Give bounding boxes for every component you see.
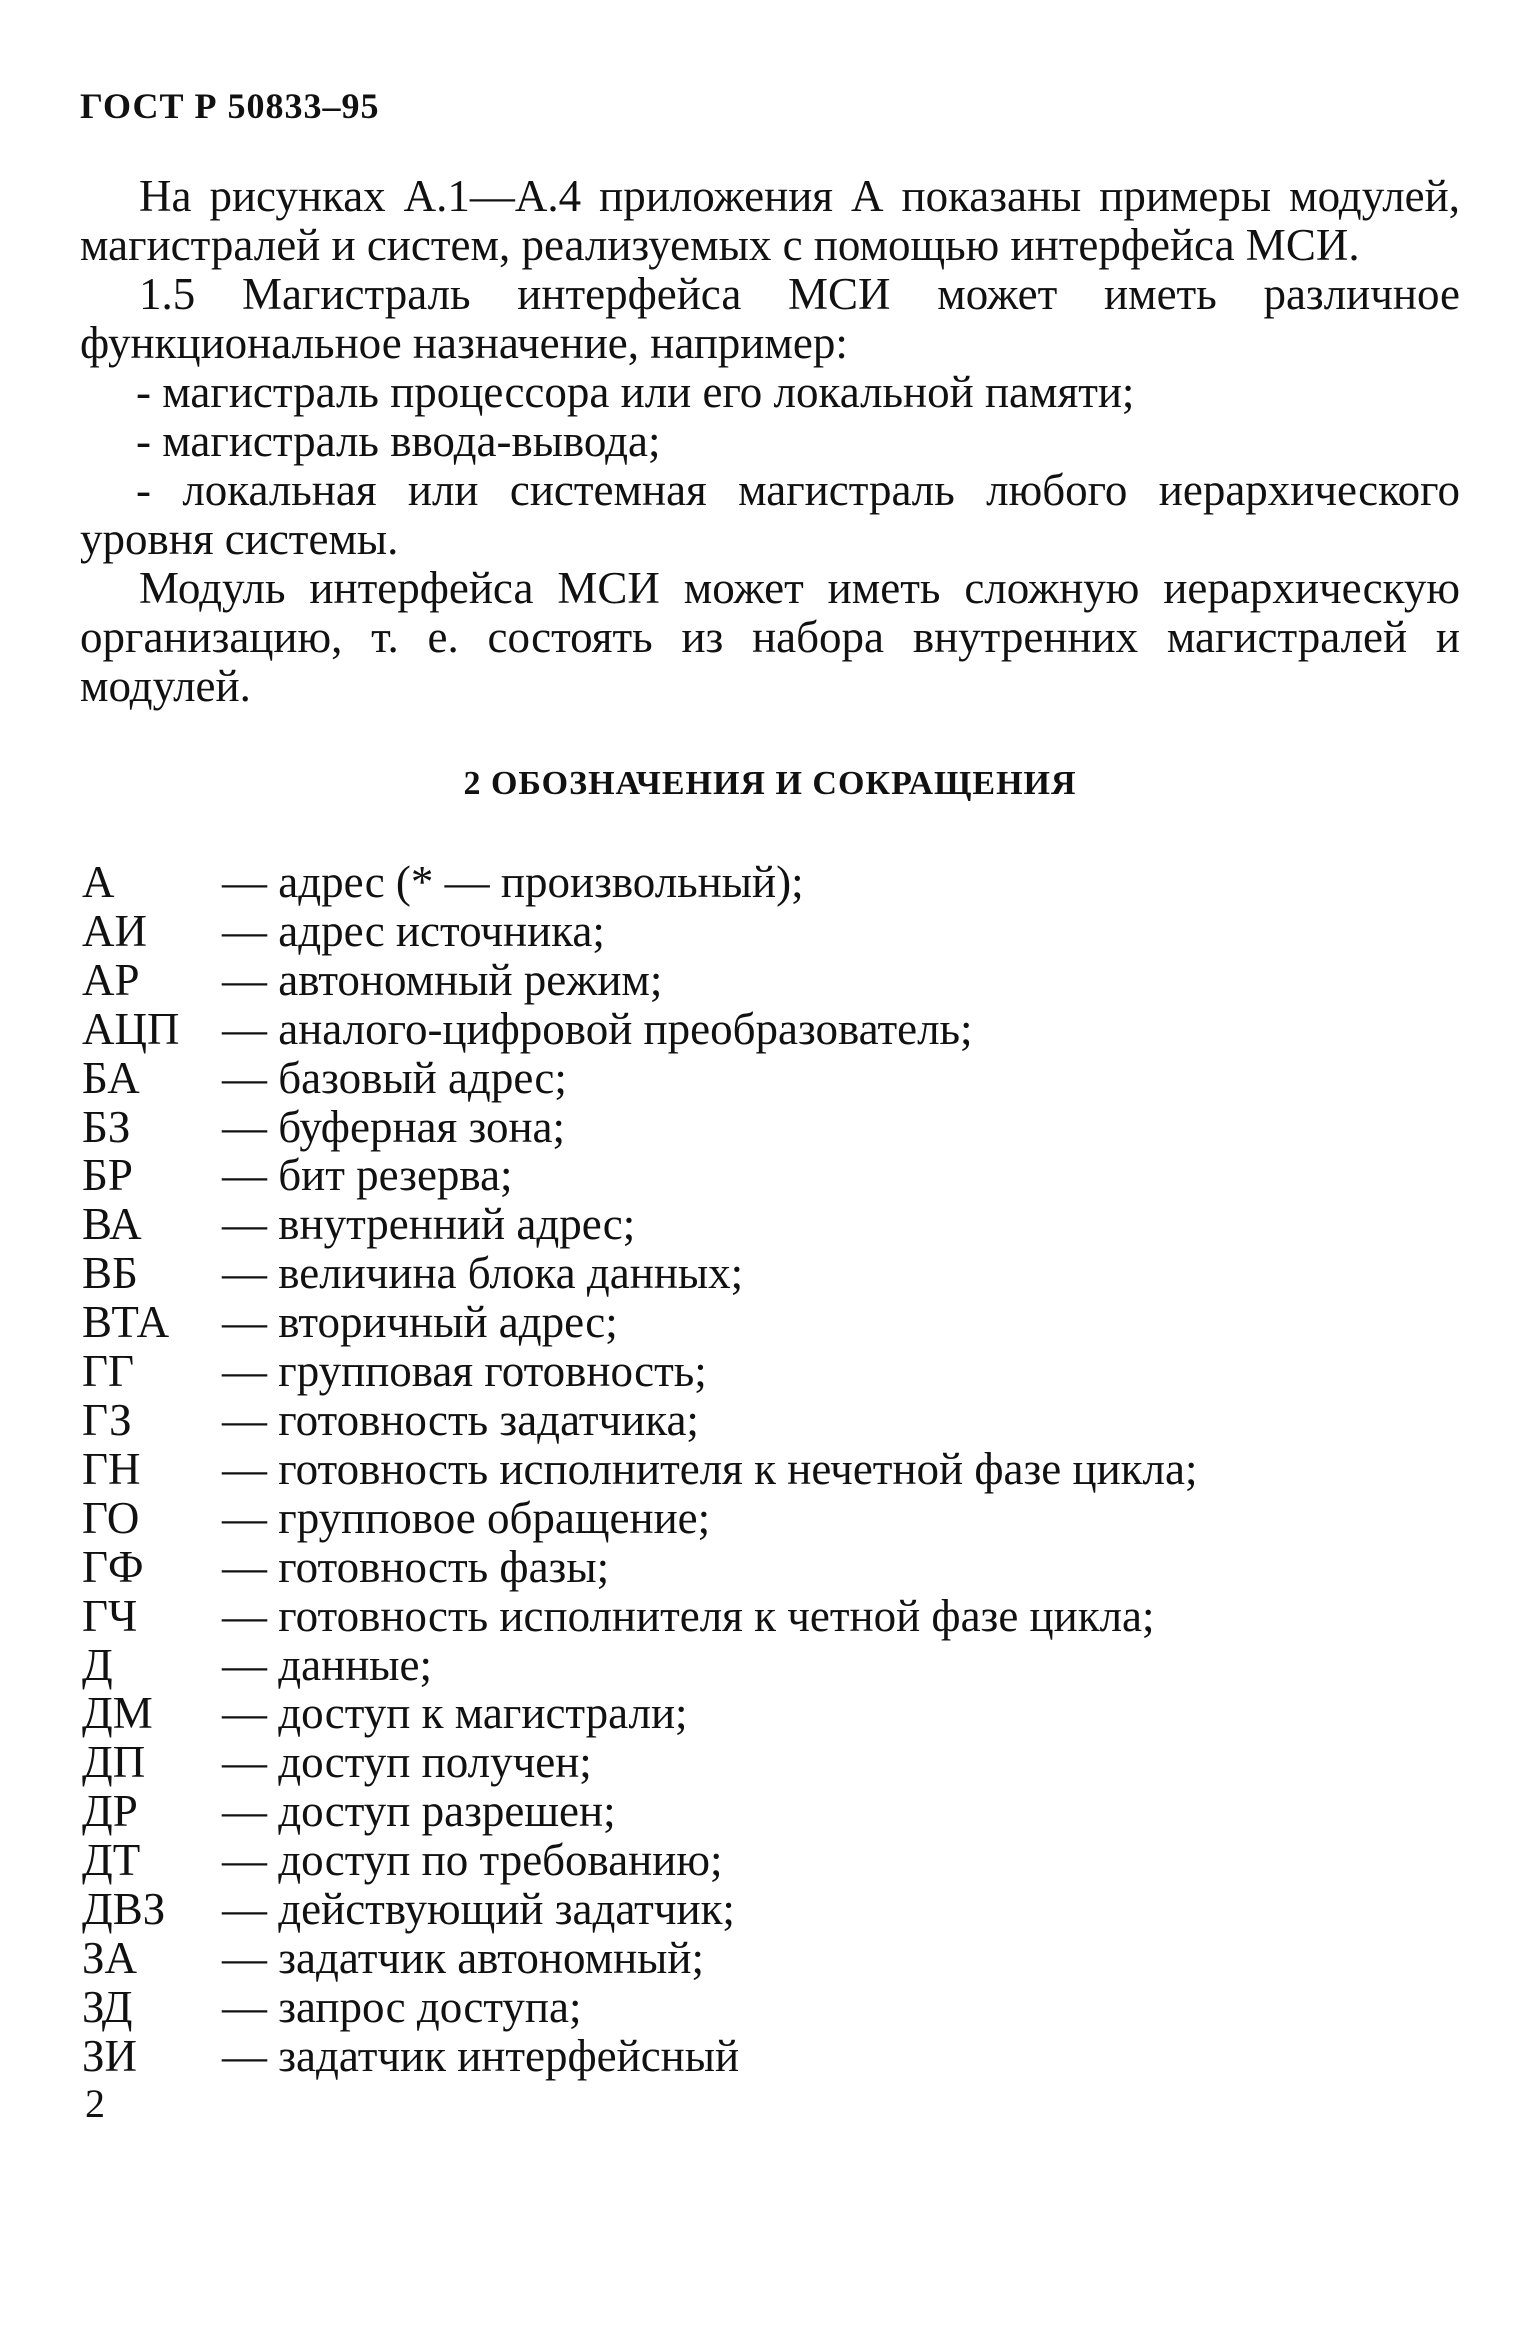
abbreviation-row — [82, 1151, 1197, 1200]
abbreviation-code: ГЧ — [82, 1590, 138, 1641]
abbreviation-code: ДВЗ — [82, 1884, 166, 1935]
abbreviation-row — [82, 1396, 1197, 1445]
body-text — [80, 172, 1460, 711]
list-item: - магистраль процессора или его локальной памяти; — [136, 367, 1135, 417]
abbreviation-row — [82, 1445, 1197, 1494]
abbreviation-definition: — доступ по требованию; — [222, 1835, 723, 1886]
abbreviation-definition: — буферная зона; — [222, 1101, 566, 1152]
abbreviation-definition: — величина блока данных; — [222, 1248, 744, 1299]
abbreviation-row — [82, 2032, 1197, 2081]
abbreviation-row — [82, 1592, 1197, 1641]
abbreviation-definition: — готовность задатчика; — [222, 1394, 699, 1445]
abbreviation-code: ЗИ — [82, 2030, 138, 2081]
paragraph: Модуль интерфейса МСИ может иметь сложную иерархическую организацию, т. е. состоять из набора внутренних магистралей и модулей. — [80, 563, 1460, 711]
abbreviation-code: ГФ — [82, 1541, 144, 1592]
abbreviation-definition: — групповая готовность; — [222, 1346, 707, 1397]
abbreviation-code: ДП — [82, 1737, 146, 1788]
paragraph: 1.5 Магистраль интерфейса МСИ может иметь различное функциональное назначение, например: — [80, 269, 1460, 368]
abbreviation-row — [82, 1103, 1197, 1152]
abbreviation-definition: — доступ разрешен; — [222, 1786, 616, 1837]
abbreviation-row — [82, 1543, 1197, 1592]
abbreviation-code: ВТА — [82, 1297, 170, 1348]
abbreviation-code: ВА — [82, 1199, 142, 1250]
abbreviation-row — [82, 1249, 1197, 1298]
abbreviation-definition: — задатчик интерфейсный — [222, 2030, 740, 2081]
abbreviation-code: ГГ — [82, 1346, 135, 1397]
abbreviation-row — [82, 1054, 1197, 1103]
abbreviation-code: Д — [82, 1639, 113, 1690]
abbreviation-definition: — действующий задатчик; — [222, 1884, 735, 1935]
abbreviation-row — [82, 1347, 1197, 1396]
abbreviation-code: ВБ — [82, 1248, 138, 1299]
abbreviation-code: АИ — [82, 905, 147, 956]
abbreviation-definition: — адрес источника; — [222, 905, 605, 956]
abbreviation-code: БА — [82, 1052, 140, 1103]
abbreviation-code: ГО — [82, 1492, 140, 1543]
list-item: - магистраль ввода-вывода; — [136, 416, 661, 466]
abbreviation-definition: — автономный режим; — [222, 954, 663, 1005]
abbreviation-definition: — аналого-цифровой преобразователь; — [222, 1003, 973, 1054]
abbreviation-code: БЗ — [82, 1101, 131, 1152]
abbreviation-row — [82, 1885, 1197, 1934]
abbreviation-row — [82, 1836, 1197, 1885]
abbreviation-definition: — доступ к магистрали; — [222, 1688, 688, 1739]
document-header: ГОСТ Р 50833–95 — [80, 86, 380, 126]
abbreviation-definition: — базовый адрес; — [222, 1052, 567, 1103]
abbreviation-code: ЗД — [82, 1981, 133, 2032]
abbreviation-row — [82, 1983, 1197, 2032]
abbreviation-row — [82, 1689, 1197, 1738]
abbreviation-definition: — запрос доступа; — [222, 1981, 582, 2032]
section-title: 2 ОБОЗНАЧЕНИЯ И СОКРАЩЕНИЯ — [463, 765, 1077, 802]
abbreviation-definition: — задатчик автономный; — [222, 1932, 704, 1983]
list-item: - локальная или системная магистраль любого иерархического уровня системы. — [80, 465, 1460, 564]
abbreviation-code: БР — [82, 1150, 133, 1201]
abbreviation-definition: — доступ получен; — [222, 1737, 592, 1788]
abbreviation-row — [82, 1787, 1197, 1836]
abbreviation-definition: — готовность фазы; — [222, 1541, 610, 1592]
abbreviation-row — [82, 1494, 1197, 1543]
abbreviation-definition: — готовность исполнителя к нечетной фазе цикла; — [222, 1443, 1198, 1494]
abbreviation-definition: — адрес (* — произвольный); — [222, 857, 804, 907]
abbreviation-row — [82, 1200, 1197, 1249]
abbreviation-row — [82, 1005, 1197, 1054]
abbreviation-code: АЦП — [82, 1003, 180, 1054]
abbreviation-code: ГЗ — [82, 1394, 132, 1445]
abbreviation-code: ГН — [82, 1443, 141, 1494]
abbreviation-row — [82, 858, 1197, 907]
page-number: 2 — [85, 2081, 105, 2126]
abbreviation-code: ЗА — [82, 1932, 138, 1983]
abbreviation-definition: — вторичный адрес; — [222, 1297, 618, 1348]
abbreviation-definition: — готовность исполнителя к четной фазе цикла; — [222, 1590, 1155, 1641]
abbreviation-row — [82, 956, 1197, 1005]
abbreviation-row — [82, 1641, 1197, 1690]
abbreviation-list — [82, 858, 1197, 2081]
abbreviation-code: ДТ — [82, 1835, 141, 1886]
abbreviation-definition: — внутренний адрес; — [222, 1199, 636, 1250]
paragraph: На рисунках А.1—А.4 приложения А показаны примеры модулей, магистралей и систем, реализуемых с помощью интерфейса МСИ. — [80, 171, 1460, 270]
abbreviation-definition: — бит резерва; — [222, 1150, 513, 1201]
abbreviation-definition: — данные; — [222, 1639, 432, 1690]
abbreviation-row — [82, 1934, 1197, 1983]
abbreviation-code: ДР — [82, 1786, 138, 1837]
abbreviation-code: А — [82, 857, 115, 907]
abbreviation-definition: — групповое обращение; — [222, 1492, 711, 1543]
abbreviation-row — [82, 907, 1197, 956]
abbreviation-row — [82, 1298, 1197, 1347]
abbreviation-code: ДМ — [82, 1688, 153, 1739]
abbreviation-row — [82, 1738, 1197, 1787]
abbreviation-code: АР — [82, 954, 140, 1005]
